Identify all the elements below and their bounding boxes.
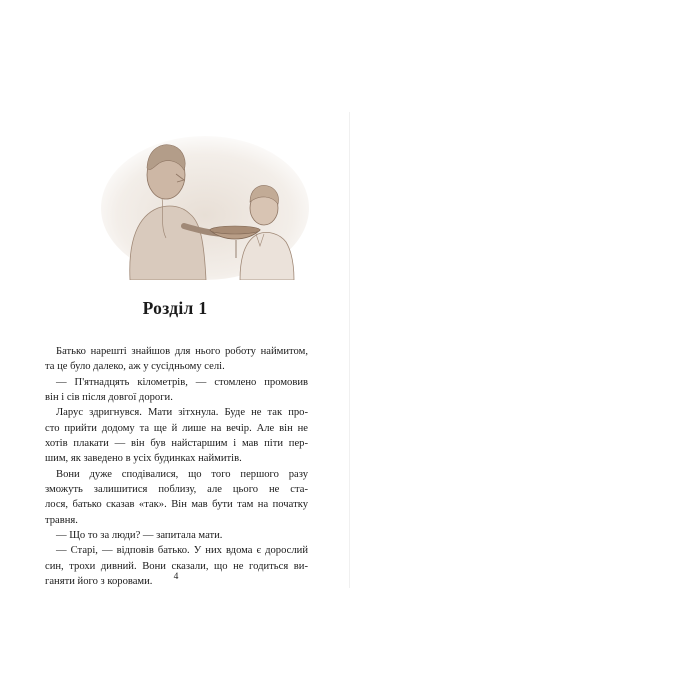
page-number-left: 4	[173, 572, 179, 582]
text-line: ганяти його з коровами.	[45, 576, 153, 588]
text-line: Ларус здригнувся. Мати зітхнула. Буде не так про-	[56, 407, 308, 419]
right-page	[350, 0, 700, 700]
text-line: та це було далеко, аж у сусідньому селі.	[45, 361, 225, 373]
text-line: син, трохи дивний. Вони сказали, що не годиться ви-	[45, 560, 308, 572]
text-line: шим, як заведено в усіх будинках наймитів.	[45, 453, 242, 465]
text-line: — Що то за люди? — запитала мати.	[56, 530, 223, 542]
text-line: лося, батько сказав «так». Він мав бути там на початку	[45, 499, 308, 511]
chapter-illustration	[100, 130, 310, 280]
left-page-text	[45, 344, 308, 590]
text-line: Вони дуже сподівалися, що того першого разу	[56, 468, 308, 480]
text-line: — Старі, — відповів батько. У них вдома є дорослий	[56, 545, 308, 557]
chapter-title: Розділ 1	[142, 298, 208, 318]
text-line: — П'ятнадцять кілометрів, — стомлено промовив	[56, 376, 308, 388]
text-line: він і сів після довгої дороги.	[45, 392, 173, 404]
text-line: травня.	[45, 514, 78, 526]
text-line: Батько нарешті знайшов для нього роботу наймитом,	[56, 346, 308, 357]
text-line: хотів плакати — він був найстаршим і мав піти пер-	[45, 438, 308, 450]
text-line: сто прийти додому та ще й лише на вечір. Але він не	[45, 422, 308, 434]
text-line: зможуть залишитися поблизу, але цього не ста-	[45, 484, 308, 496]
